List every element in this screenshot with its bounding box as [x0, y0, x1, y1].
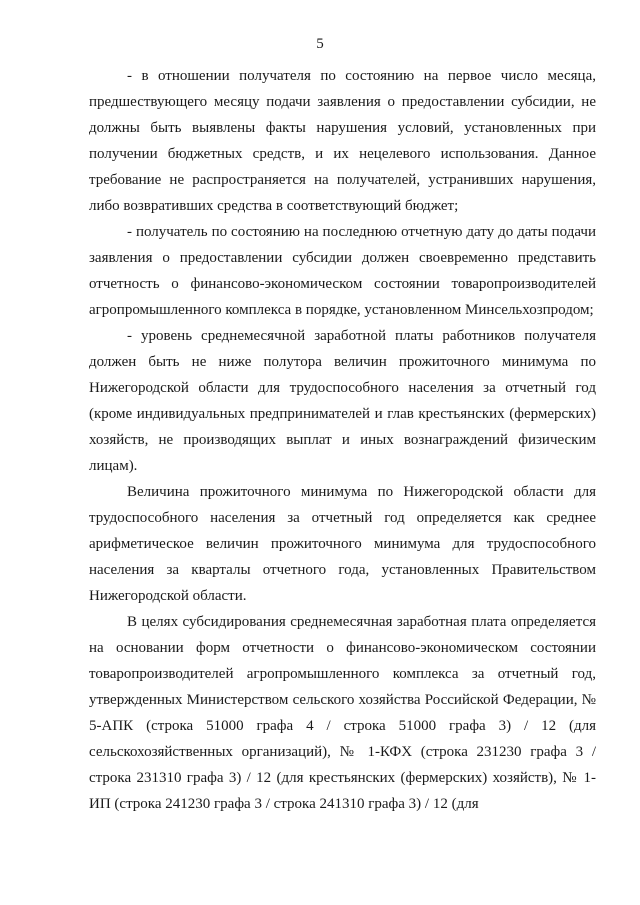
document-body: [89, 63, 596, 817]
paragraph-4: Величина прожиточного минимума по Нижегородской области для трудоспособного населения за отчетный год определяется как среднее арифметическое величин прожиточного минимума для трудоспособного населения за кварталы отчетного года, установленных Правительством Нижегородской области.: [89, 484, 596, 604]
page-number: 5: [316, 36, 324, 52]
paragraph-2: - получатель по состоянию на последнюю отчетную дату до даты подачи заявления о предоставлении субсидии должен своевременно представить отчетность о финансово-экономическом состоянии товаропроизводителей агропромышленного комплекса в порядке, установленном Минсельхозпродом;: [89, 224, 596, 318]
paragraph-3: - уровень среднемесячной заработной платы работников получателя должен быть не ниже полутора величин прожиточного минимума по Нижегородской области для трудоспособного населения за отчетный год (кроме индивидуальных предпринимателей и глав крестьянских (фермерских) хозяйств, не производящих выплат и иных вознаграждений физическим лицам).: [89, 328, 596, 474]
paragraph-1: - в отношении получателя по состоянию на первое число месяца, предшествующего месяцу подачи заявления о предоставлении субсидии, не должны быть выявлены факты нарушения условий, установленных при получении бюджетных средств, и их нецелевого использования. Данное требование не распространяется на получателей, устранивших нарушения, либо возвративших средства в соответствующий бюджет;: [89, 68, 596, 214]
paragraph-5: В целях субсидирования среднемесячная заработная плата определяется на основании форм отчетности о финансово-экономическом состоянии товаропроизводителей агропромышленного комплекса за отчетный год, утвержденных Министерством сельского хозяйства Российской Федерации, № 5-АПК (строка 51000 графа 4 / строка 51000 графа 3) / 12 (для сельскохозяйственных организаций), № 1-КФХ (строка 231230 графа 3 / строка 231310 графа 3) / 12 (для крестьянских (фермерских) хозяйств), № 1-ИП (строка 241230 графа 3 / строка 241310 графа 3) / 12 (для: [89, 614, 596, 812]
